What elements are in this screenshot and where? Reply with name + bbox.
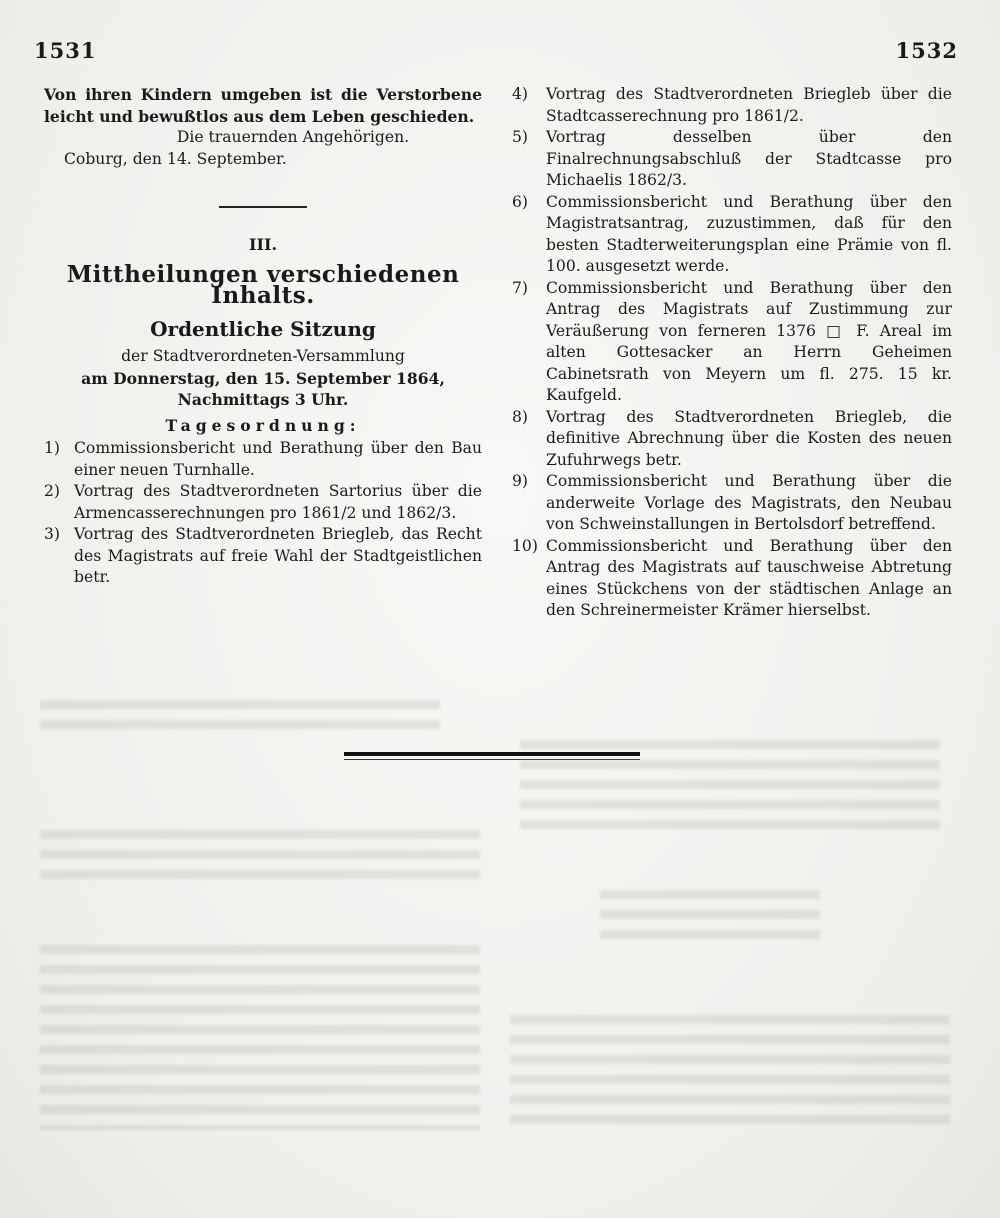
agenda-item (512, 536, 952, 622)
agenda-item (512, 278, 952, 407)
agenda-item-number: 2) (44, 482, 61, 500)
agenda-item-text: Commissionsbericht und Berathung über die anderweite Vorlage des Magistrats, den Neubau von Schweinstallungen in Bertolsdorf betreffend. (546, 472, 952, 533)
agenda-item (44, 438, 482, 481)
agenda-item-text: Commissionsbericht und Berathung über den Magistratsantrag, zuzustimmen, daß für den besten Stadterweiterungsplan eine Prämie von fl. 100. ausgesetzt werde. (546, 192, 952, 275)
show-through-area (40, 830, 480, 880)
agenda-item (44, 481, 482, 524)
agenda-item-number: 3) (44, 525, 61, 543)
meeting-line-3: Nachmittags 3 Uhr. (177, 390, 349, 409)
show-through-area (510, 1015, 950, 1125)
show-through-area (40, 945, 480, 1130)
agenda-item-text: Vortrag des Stadtverordneten Sartorius über die Armencasserechnungen pro 1861/2 und 1862/3. (74, 482, 482, 522)
agenda-item-number: 8) (512, 407, 529, 426)
agenda-item (512, 192, 952, 278)
right-column (512, 84, 952, 622)
agenda-item-number: 7) (512, 278, 529, 297)
agenda-item-text: Commissionsbericht und Berathung über den Antrag des Magistrats auf Zustimmung zur Veräußerung von ferneren 1376 □ F. Areal im alten Gottesacker an Herrn Geheimen Cabinetsrath von Meyern um fl. 275. 15 kr. Kaufgeld. (546, 278, 952, 404)
agenda-heading: Tagesordnung: (165, 415, 361, 435)
agenda-item-text: Vortrag des Stadtverordneten Briegleb über die Stadtcasserechnung pro 1861/2. (546, 85, 952, 125)
agenda-item-number: 6) (512, 192, 529, 211)
show-through-area (520, 740, 940, 830)
section-number: III. (248, 235, 278, 254)
agenda-item-number: 9) (512, 472, 529, 490)
agenda-item (512, 127, 952, 192)
section-rule (219, 206, 307, 208)
agenda-item-text: Vortrag desselben über den Finalrechnungsabschluß der Stadtcasse pro Michaelis 1862/3. (546, 128, 952, 189)
agenda-item-text: Commissionsbericht und Berathung über den Antrag des Magistrats auf tauschweise Abtretung eines Stückchens von der städtischen Anlage an den Schreinermeister Krämer hierselbst. (546, 536, 952, 619)
agenda-item-number: 5) (512, 128, 529, 146)
meeting-title: Ordentliche Sitzung (150, 316, 376, 341)
agenda-item (512, 84, 952, 127)
meeting-line-2: am Donnerstag, den 15. September 1864, (81, 368, 445, 388)
show-through-area (40, 700, 440, 740)
notice-signature: Die trauernden Angehörigen. (176, 128, 410, 146)
page-number-right: 1532 (895, 38, 958, 63)
meeting-line-1: der Stadtverordneten-Versammlung (121, 347, 405, 365)
dateline: Coburg, den 14. September. (64, 149, 287, 168)
agenda-item-text: Vortrag des Stadtverordneten Briegleb, das Recht des Magistrats auf freie Wahl der Stadtgeistlichen betr. (74, 525, 482, 586)
agenda-item-number: 4) (512, 85, 529, 103)
agenda-item-number: 1) (44, 439, 61, 457)
show-through-area (600, 890, 820, 945)
agenda-item (44, 524, 482, 589)
section-title: Mittheilungen verschiedenen Inhalts. (66, 260, 460, 309)
death-notice-text: Von ihren Kindern umgeben ist die Verstorbene leicht und bewußtlos aus dem Leben geschieden. (44, 85, 482, 126)
agenda-item-text: Vortrag des Stadtverordneten Briegleb, die definitive Abrechnung über die Kosten des neuen Zufuhrwegs betr. (546, 407, 952, 469)
agenda-item-number: 10) (512, 536, 538, 555)
page-number-left: 1531 (34, 38, 97, 63)
left-column (44, 84, 482, 589)
agenda-item-text: Commissionsbericht und Berathung über den Bau einer neuen Turnhalle. (74, 439, 482, 479)
agenda-item (512, 471, 952, 536)
agenda-item (512, 407, 952, 472)
